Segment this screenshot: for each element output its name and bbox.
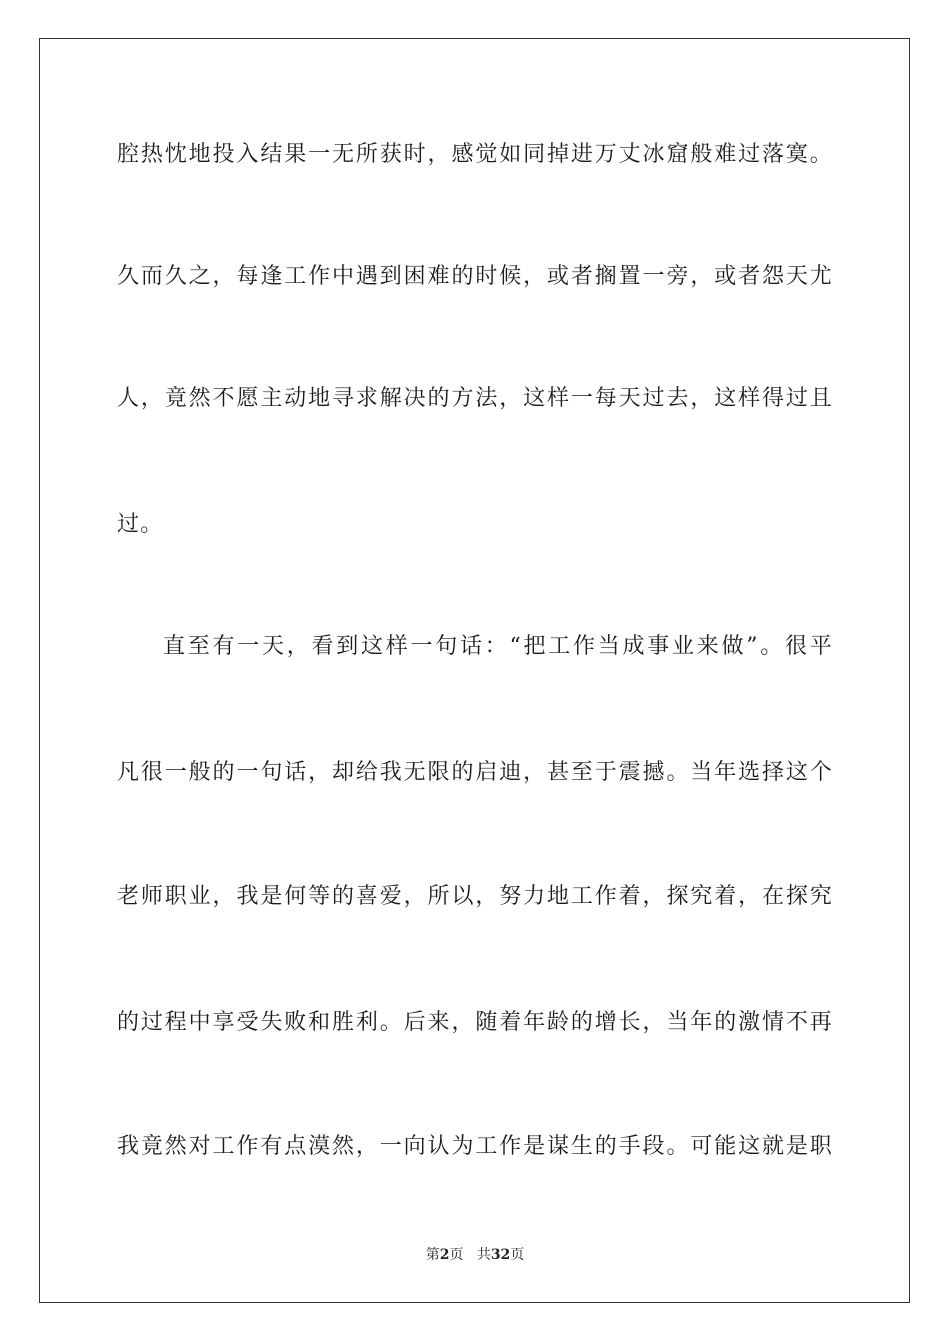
text-line-5-paragraph-start: 直至有一天，看到这样一句话：“把工作当成事业来做”。很平	[163, 634, 833, 659]
text-line-8: 的过程中享受失败和胜利。后来，随着年龄的增长，当年的激情不再	[117, 1010, 833, 1035]
text-line-6: 凡很一般的一句话，却给我无限的启迪，甚至于震撼。当年选择这个	[117, 760, 833, 785]
total-pages: 32	[490, 1247, 511, 1263]
page-footer	[0, 1246, 950, 1264]
text-line-4: 过。	[117, 512, 164, 537]
text-line-3: 人，竟然不愿主动地寻求解决的方法，这样一每天过去，这样得过且	[117, 386, 833, 411]
text-line-9: 我竟然对工作有点漠然，一向认为工作是谋生的手段。可能这就是职	[117, 1134, 833, 1159]
page-border	[39, 38, 910, 1303]
total-suffix: 页	[510, 1247, 525, 1263]
page-prefix: 第	[425, 1247, 440, 1263]
text-line-2: 久而久之，每逢工作中遇到困难的时候，或者搁置一旁，或者怨天尤	[117, 264, 833, 289]
page-suffix: 页	[449, 1247, 464, 1263]
total-prefix: 共	[476, 1247, 491, 1263]
text-line-7: 老师职业，我是何等的喜爱，所以，努力地工作着，探究着，在探究	[117, 884, 833, 909]
page-number: 2	[439, 1247, 450, 1263]
text-line-1: 腔热忱地投入结果一无所获时，感觉如同掉进万丈冰窟般难过落寞。	[117, 142, 833, 167]
